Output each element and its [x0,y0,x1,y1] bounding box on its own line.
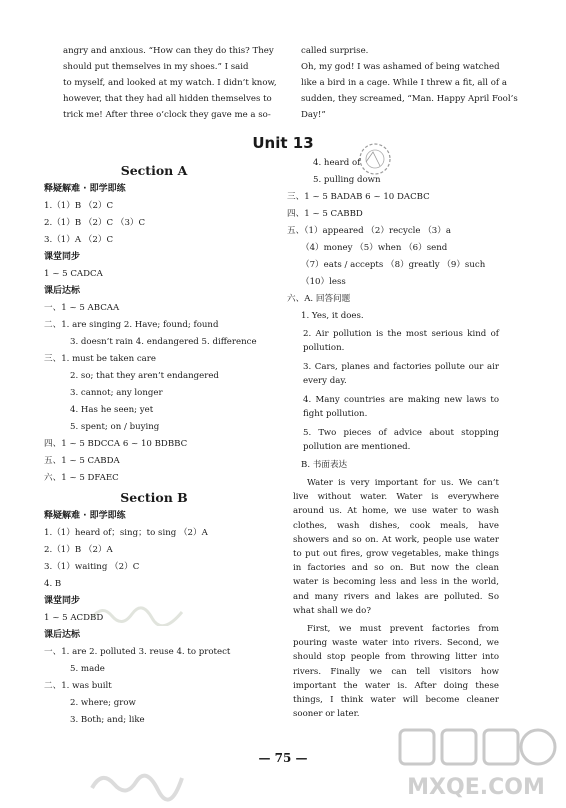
answer-line: 二、1. are singing 2. Have; found; found [44,320,219,330]
answer-line: 4. heard of [313,158,361,168]
answer-line: 五、1 ~ 5 CABDA [44,456,120,466]
answer-line: 一、1. are 2. polluted 3. reuse 4. to protect [44,647,231,657]
answer-paragraph: 4. Many countries are making new laws to fight pollution. [303,395,499,419]
answer-line: 1.（1）heard of；sing；to sing （2）A [44,528,208,538]
essay-paragraph: Water is very important for us. We can’t live without water. Water is everywhere around us. At home, we use water to wash clothes, wash dishes, cook meals, have showers and so on. At work, people use water to put out fires, grow vegetables, make things in factories and so on. But now the clean water is becoming less and less in the world, and many rivers and lakes are polluted. So what shall we do? [293,478,499,616]
answer-line: 3.（1）A （2）C [44,235,114,245]
subsection-heading: 课堂同步 [44,596,81,606]
text-line: should put themselves in my shoes.” I said [63,62,249,72]
answer-line: 5. pulling down [313,175,381,185]
answer-line: 1 ~ 5 CADCA [44,269,103,279]
text-line: Oh, my god! I was ashamed of being watched [301,62,500,72]
faint-blot-icon [88,600,188,626]
top-right-text [301,45,518,125]
answer-line: 一、1 ~ 5 ABCAA [44,303,120,313]
unit-title: Unit 13 [252,134,314,152]
answer-line: （4）money （5）when （6）send [301,243,448,253]
answer-line: 五、（1）appeared （2）recycle （3）a [287,226,451,236]
answer-paragraph: 2. Air pollution is the most serious kind of pollution. [303,329,499,353]
section-title: Section B [120,490,188,505]
text-line: however, that they had all hidden themselves to [63,94,272,104]
answers-left-column [44,158,264,731]
answer-line: 4. B [44,579,62,589]
answer-paragraph: 3. Cars, planes and factories pollute our air every day. [303,362,499,386]
subsection-heading: 课后达标 [44,630,81,640]
watermark-logo-icon [392,726,560,802]
page-number: — 75 — [258,751,308,765]
essay-paragraph: First, we must prevent factories from pouring waste water into rivers. Second, we should stop people from throwing litter into rivers. Finally we can tell visitors how important the water is. After doing these things, I think water will become cleaner sooner or later. [293,624,499,720]
text-line: sudden, they screamed, “Man. Happy April Fool’s [301,94,518,104]
watermark-text: MXQE.COM [407,775,545,800]
subsection-heading: 课堂同步 [44,252,81,262]
answer-line: 1. Yes, it does. [301,311,364,321]
text-line: to myself, and looked at my watch. I didn’t know, [63,78,277,88]
section-title: Section A [120,163,188,178]
answer-line: 1 ~ 5 ACDBD [44,613,104,623]
answer-line: 2. where; grow [70,698,136,708]
answer-line: 5. spent; on / buying [70,422,160,432]
faint-blot-icon [86,762,186,802]
answer-line: B. 书面表达 [301,460,348,470]
answer-line: 2. so; that they aren’t endangered [70,371,219,381]
answer-line: 六、A. 回答问题 [287,294,351,304]
subsection-heading: 释疑解难 · 即学即练 [44,184,126,194]
text-line: trick me! After three o’clock they gave me a so- [63,110,271,120]
answer-line: 六、1 ~ 5 DFAEC [44,473,119,483]
text-line: like a bird in a cage. While I threw a fit, all of a [301,78,507,88]
answer-line: 3. doesn’t rain 4. endangered 5. difference [70,337,257,347]
answers-right-column [287,157,499,725]
answer-line: （10）less [301,277,346,287]
answer-line: 2.（1）B （2）A [44,545,113,555]
answer-line: 1.（1）B （2）C [44,201,114,211]
answer-line: 4. Has he seen; yet [70,405,154,415]
text-line: angry and anxious. “How can they do this? They [63,46,274,56]
text-line: called surprise. [301,46,369,56]
answer-line: 四、1 ~ 5 BDCCA 6 ~ 10 BDBBC [44,439,188,449]
answer-line: 四、1 ~ 5 CABBD [287,209,363,219]
answer-line: 二、1. was built [44,681,112,691]
answer-line: 3.（1）waiting （2）C [44,562,140,572]
answer-line: 3. cannot; any longer [70,388,163,398]
subsection-heading: 释疑解难 · 即学即练 [44,511,126,521]
subsection-heading: 课后达标 [44,286,81,296]
answer-line: 三、1 ~ 5 BADAB 6 ~ 10 DACBC [287,192,430,202]
answer-line: 三、1. must be taken care [44,354,156,364]
answer-line: 5. made [70,664,105,674]
answer-line: （7）eats / accepts （8）greatly （9）such [301,260,486,270]
top-left-text [63,45,277,125]
answer-line: 3. Both; and; like [70,715,145,725]
answer-line: 2.（1）B （2）C （3）C [44,218,146,228]
answer-paragraph: 5. Two pieces of advice about stopping pollution are mentioned. [303,428,499,452]
text-line: Day!” [301,110,326,120]
